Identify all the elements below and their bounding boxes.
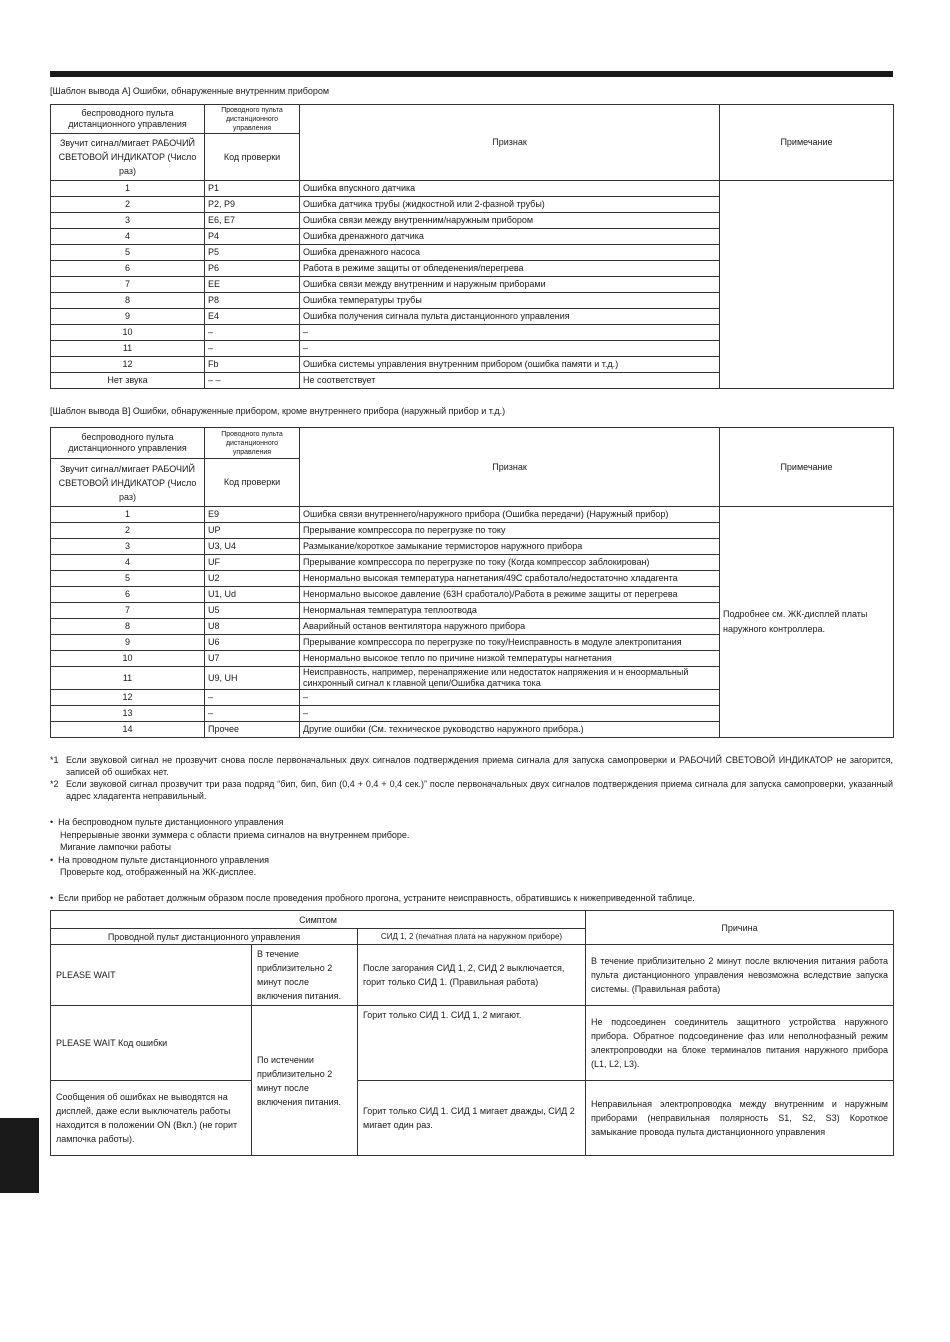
page-side-tab bbox=[0, 1118, 39, 1193]
count-cell: 10 bbox=[51, 325, 205, 341]
count-cell: 1 bbox=[51, 181, 205, 197]
code-cell: E4 bbox=[205, 309, 300, 325]
header-wired-remote: Проводной пульт дистанционного управления bbox=[51, 929, 358, 945]
code-cell: P4 bbox=[205, 229, 300, 245]
code-cell: – bbox=[205, 706, 300, 722]
symptom-cell: Неисправность, например, перенапряжение или недостаток напряжения и н еноормальный синхронный сигнал к главной цепи/Ошибка датчика тока bbox=[300, 667, 720, 690]
symptom-cell: Ошибка датчика трубы (жидкостной или 2-фазной трубы) bbox=[300, 197, 720, 213]
symptom-cell: Ошибка связи между внутренним и наружным приборами bbox=[300, 277, 720, 293]
row1-cause: В течение приблизительно 2 минут после включения питания работа пульта дистанционного управления невозможна вследствие запуска системы. (Правильная работа) bbox=[586, 945, 894, 1006]
symptom-table bbox=[50, 910, 894, 1156]
code-cell: UP bbox=[205, 523, 300, 539]
code-cell: E9 bbox=[205, 507, 300, 523]
footnote-text: Если звуковой сигнал не прозвучит снова после первоначальных двух сигналов подтверждения приема сигнала для запуска самопроверки и РАБОЧИЙ СВЕТОВОЙ ИНДИКАТОР не загорится, записей об ошибках нет. bbox=[66, 755, 893, 777]
header-code: Код проверки bbox=[205, 134, 300, 181]
code-cell: – bbox=[205, 341, 300, 357]
footnote-mark: *1 bbox=[50, 755, 59, 765]
code-cell: P2, P9 bbox=[205, 197, 300, 213]
symptom-cell: Ненормально высокое тепло по причине низкой температуры нагнетания bbox=[300, 651, 720, 667]
bullet-wireless: • На беспроводном пульте дистанционного управления bbox=[50, 817, 284, 827]
count-cell: 10 bbox=[51, 651, 205, 667]
row1-display: PLEASE WAIT bbox=[51, 945, 252, 1006]
footnote-mark: *2 bbox=[50, 779, 59, 789]
count-cell: 9 bbox=[51, 309, 205, 325]
symptom-cell: Ошибка получения сигнала пульта дистанционного управления bbox=[300, 309, 720, 325]
symptom-cell: Ошибка дренажного насоса bbox=[300, 245, 720, 261]
count-cell: 13 bbox=[51, 706, 205, 722]
code-cell: P6 bbox=[205, 261, 300, 277]
check-instructions bbox=[50, 816, 409, 879]
bullet-wireless-line2: Мигание лампочки работы bbox=[60, 842, 171, 852]
code-cell: U9, UH bbox=[205, 667, 300, 690]
bullet-wired-title: На проводном пульте дистанционного управления bbox=[58, 854, 269, 865]
code-cell: U3, U4 bbox=[205, 539, 300, 555]
symptom-cell: Прерывание компрессора по перегрузке по току (Когда компрессор заблокирован) bbox=[300, 555, 720, 571]
code-cell: – – bbox=[205, 373, 300, 389]
code-cell: E6, E7 bbox=[205, 213, 300, 229]
symptom-cell: – bbox=[300, 706, 720, 722]
bullet-malfunction: • Если прибор не работает должным образом после проведения пробного прогона, устраните неисправность, обратившись к нижеприведенной таблице. bbox=[50, 893, 695, 903]
footnote-1 bbox=[50, 754, 893, 778]
header-led: СИД 1, 2 (печатная плата на наружном приборе) bbox=[358, 929, 586, 945]
symptom-cell: Размыкание/короткое замыкание термисторов наружного прибора bbox=[300, 539, 720, 555]
count-cell: 2 bbox=[51, 197, 205, 213]
count-cell: 12 bbox=[51, 357, 205, 373]
remark-cell: Подробнее см. ЖК-дисплей платы наружного контроллера. bbox=[720, 507, 894, 738]
header-wired: Проводного пульта дистанционного управления bbox=[205, 428, 300, 459]
header-symptom: Признак bbox=[300, 428, 720, 507]
bullet-wired-line1: Проверьте код, отображенный на ЖК-дисплее. bbox=[60, 867, 257, 877]
count-cell: 3 bbox=[51, 539, 205, 555]
count-cell: 5 bbox=[51, 571, 205, 587]
code-cell: U5 bbox=[205, 603, 300, 619]
header-wired: Проводного пульта дистанционного управления bbox=[205, 105, 300, 134]
header-remark: Примечание bbox=[720, 428, 894, 507]
symptom-cell: Ошибка системы управления внутренним прибором (ошибка памяти и т.д.) bbox=[300, 357, 720, 373]
count-cell: 7 bbox=[51, 277, 205, 293]
symptom-cell: Прерывание компрессора по перегрузке по току bbox=[300, 523, 720, 539]
row2-display: PLEASE WAIT Код ошибки bbox=[51, 1006, 252, 1081]
count-cell: 12 bbox=[51, 690, 205, 706]
symptom-cell: – bbox=[300, 341, 720, 357]
code-cell: – bbox=[205, 325, 300, 341]
pattern-a-title: [Шаблон вывода A] Ошибки, обнаруженные внутренним прибором bbox=[50, 86, 330, 96]
code-cell: P8 bbox=[205, 293, 300, 309]
header-beep: Звучит сигнал/мигает РАБОЧИЙ СВЕТОВОЙ ИНДИКАТОР (Число раз) bbox=[51, 459, 205, 507]
symptom-cell: Работа в режиме защиты от обледенения/перегрева bbox=[300, 261, 720, 277]
count-cell: 4 bbox=[51, 229, 205, 245]
header-symptom: Признак bbox=[300, 105, 720, 181]
symptom-cell: – bbox=[300, 325, 720, 341]
pattern-b-title: [Шаблон вывода B] Ошибки, обнаруженные прибором, кроме внутреннего прибора (наружный прибор и т.д.) bbox=[50, 406, 506, 416]
table-row bbox=[51, 507, 894, 523]
remark-cell bbox=[720, 181, 894, 389]
count-cell: 14 bbox=[51, 722, 205, 738]
count-cell: 5 bbox=[51, 245, 205, 261]
footnotes bbox=[50, 754, 893, 802]
bullet-wireless-line1: Непрерывные звонки зуммера с области приема сигналов на внутреннем приборе. bbox=[60, 829, 410, 840]
count-cell: 8 bbox=[51, 619, 205, 635]
bullet-malfunction-text: Если прибор не работает должным образом после проведения пробного прогона, устраните неисправность, обратившись к нижеприведенной таблице. bbox=[58, 893, 695, 903]
count-cell: 4 bbox=[51, 555, 205, 571]
header-beep: Звучит сигнал/мигает РАБОЧИЙ СВЕТОВОЙ ИНДИКАТОР (Число раз) bbox=[51, 134, 205, 181]
header-code: Код проверки bbox=[205, 459, 300, 507]
footnote-text: Если звуковой сигнал прозвучит три раза подряд “бип, бип, бип (0,4 + 0,4 + 0,4 сек.)” после первоначальных двух сигналов подтверждения приема сигнала для запуска самопроверки, указанный адрес хладагента неправильный. bbox=[66, 779, 893, 801]
table-row bbox=[51, 181, 894, 197]
pattern-a-table bbox=[50, 104, 894, 389]
row1-led: После загорания СИД 1, 2, СИД 2 выключается, горит только СИД 1. (Правильная работа) bbox=[358, 945, 586, 1006]
code-cell: UF bbox=[205, 555, 300, 571]
symptom-cell: Прерывание компрессора по перегрузке по току/Неисправность в модуле электропитания bbox=[300, 635, 720, 651]
symptom-cell: Ненормальная температура теплоотвода bbox=[300, 603, 720, 619]
count-cell: 11 bbox=[51, 667, 205, 690]
row3-display: Сообщения об ошибках не выводятся на дисплей, даже если выключатель работы находится в положении ON (Вкл.) (не горит лампочка работы). bbox=[51, 1081, 252, 1156]
symptom-cell: Ошибка связи внутреннего/наружного прибора (Ошибка передачи) (Наружный прибор) bbox=[300, 507, 720, 523]
header-symptom: Симптом bbox=[51, 911, 586, 929]
symptom-cell: Не соответствует bbox=[300, 373, 720, 389]
symptom-cell: Ошибка температуры трубы bbox=[300, 293, 720, 309]
header-remark: Примечание bbox=[720, 105, 894, 181]
top-rule bbox=[50, 71, 893, 77]
count-cell: 9 bbox=[51, 635, 205, 651]
row3-led: Горит только СИД 1. СИД 1 мигает дважды, СИД 2 мигает один раз. bbox=[358, 1081, 586, 1156]
header-wireless: беспроводного пульта дистанционного управления bbox=[51, 105, 205, 134]
row1-time: В течение приблизительно 2 минут после включения питания. bbox=[252, 945, 358, 1006]
header-wireless: беспроводного пульта дистанционного управления bbox=[51, 428, 205, 459]
bullet-wired: • На проводном пульте дистанционного управления bbox=[50, 854, 269, 865]
symptom-cell: Ненормально высокая температура нагнетания/49C сработало/недостаточно хладагента bbox=[300, 571, 720, 587]
count-cell: 7 bbox=[51, 603, 205, 619]
symptom-cell: Аварийный останов вентилятора наружного прибора bbox=[300, 619, 720, 635]
code-cell: EE bbox=[205, 277, 300, 293]
symptom-cell: Ошибка дренажного датчика bbox=[300, 229, 720, 245]
code-cell: U1, Ud bbox=[205, 587, 300, 603]
row2-cause: Не подсоединен соединитель защитного устройства наружного прибора. Обратное подсоединение фаз или неполнофазный режим электропроводки на блоке терминалов питания наружного прибора (L1, L2, L3). bbox=[586, 1006, 894, 1081]
count-cell: 6 bbox=[51, 587, 205, 603]
symptom-cell: Ненормально высокое давление (63H сработало)/Работа в режиме защиты от перегрева bbox=[300, 587, 720, 603]
code-cell: – bbox=[205, 690, 300, 706]
symptom-cell: – bbox=[300, 690, 720, 706]
code-cell: U8 bbox=[205, 619, 300, 635]
count-cell: 8 bbox=[51, 293, 205, 309]
footnote-2 bbox=[50, 778, 893, 802]
symptom-cell: Ошибка впускного датчика bbox=[300, 181, 720, 197]
bullet-wireless-title: На беспроводном пульте дистанционного управления bbox=[58, 817, 284, 827]
count-cell: 1 bbox=[51, 507, 205, 523]
code-cell: U7 bbox=[205, 651, 300, 667]
pattern-b-table bbox=[50, 427, 894, 738]
code-cell: P5 bbox=[205, 245, 300, 261]
count-cell: 2 bbox=[51, 523, 205, 539]
code-cell: Fb bbox=[205, 357, 300, 373]
count-cell: Нет звука bbox=[51, 373, 205, 389]
count-cell: 3 bbox=[51, 213, 205, 229]
code-cell: U2 bbox=[205, 571, 300, 587]
row2-led: Горит только СИД 1. СИД 1, 2 мигают. bbox=[358, 1006, 586, 1081]
code-cell: P1 bbox=[205, 181, 300, 197]
row23-time: По истечении приблизительно 2 минут после включения питания. bbox=[252, 1006, 358, 1156]
row3-cause: Неправильная электропроводка между внутренним и наружным приборами (неправильная полярность S1, S2, S3) Короткое замыкание провода пульта дистанционного управления bbox=[586, 1081, 894, 1156]
symptom-cell: Другие ошибки (См. техническое руководство наружного прибора.) bbox=[300, 722, 720, 738]
code-cell: U6 bbox=[205, 635, 300, 651]
header-cause: Причина bbox=[586, 911, 894, 945]
count-cell: 6 bbox=[51, 261, 205, 277]
symptom-cell: Ошибка связи между внутренним/наружным прибором bbox=[300, 213, 720, 229]
code-cell: Прочее bbox=[205, 722, 300, 738]
count-cell: 11 bbox=[51, 341, 205, 357]
